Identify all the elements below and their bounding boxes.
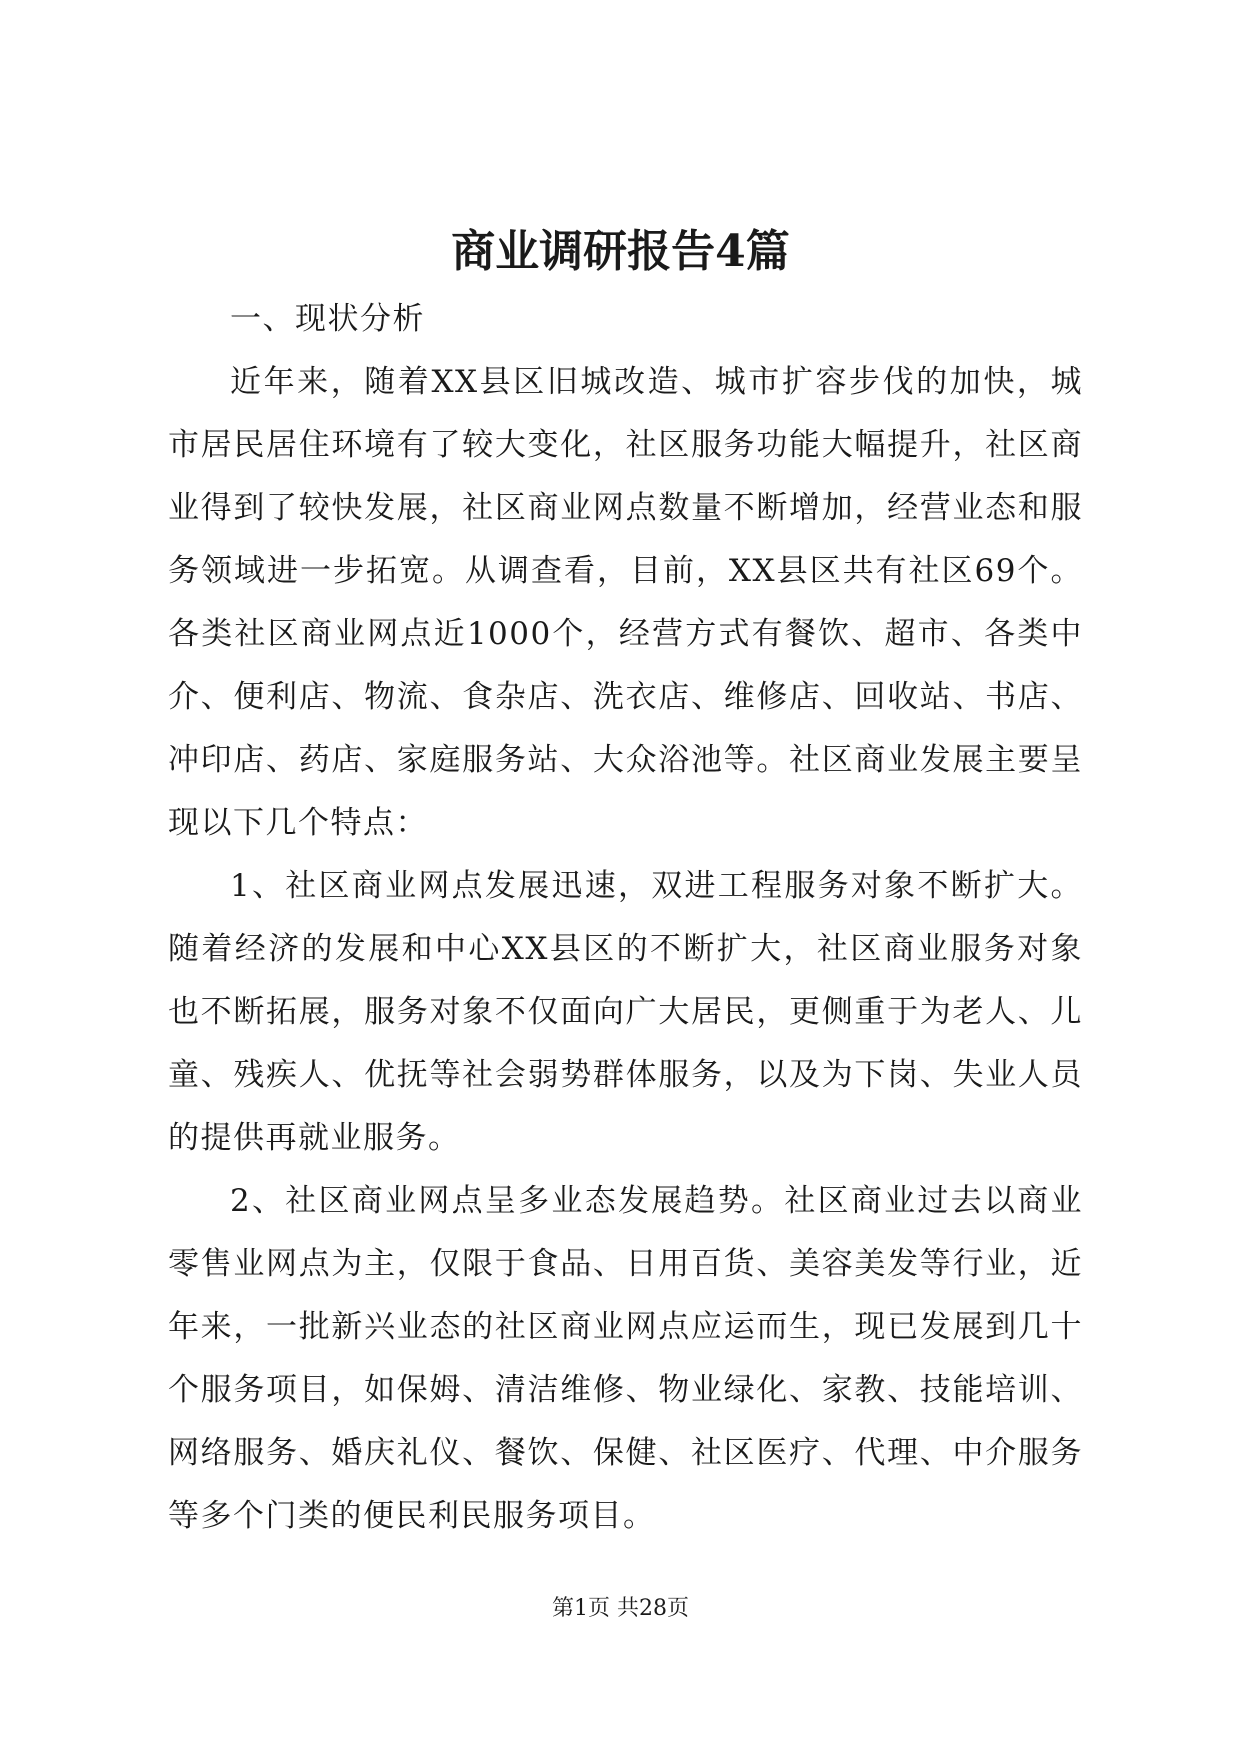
- section-heading: 一、现状分析: [230, 301, 425, 337]
- page-number-footer: 第1页 共28页: [552, 1596, 689, 1621]
- document-title: 商业调研报告4篇: [451, 226, 790, 277]
- paragraph: 近年来，随着XX县区旧城改造、城市扩容步伐的加快，城市居民居住环境有了较大变化，社区服务功能大幅提升，社区商业得到了较快发展，社区商业网点数量不断增加，经营业态和服务领域进一步拓宽。从调查看，目前，XX县区共有社区69个。各类社区商业网点近1000个，经营方式有餐饮、超市、各类中介、便利店、物流、食杂店、洗衣店、维修店、回收站、书店、冲印店、药店、家庭服务站、大众浴池等。社区商业发展主要呈现以下几个特点：: [168, 364, 1083, 841]
- document-body: [168, 288, 1083, 1548]
- paragraph: 1、社区商业网点发展迅速，双进工程服务对象不断扩大。随着经济的发展和中心XX县区的不断扩大，社区商业服务对象也不断拓展，服务对象不仅面向广大居民，更侧重于为老人、儿童、残疾人、优抚等社会弱势群体服务，以及为下岗、失业人员的提供再就业服务。: [168, 868, 1083, 1156]
- paragraph: 2、社区商业网点呈多业态发展趋势。社区商业过去以商业零售业网点为主，仅限于食品、日用百货、美容美发等行业，近年来，一批新兴业态的社区商业网点应运而生，现已发展到几十个服务项目，如保姆、清洁维修、物业绿化、家教、技能培训、网络服务、婚庆礼仪、餐饮、保健、社区医疗、代理、中介服务等多个门类的便民利民服务项目。: [168, 1183, 1083, 1534]
